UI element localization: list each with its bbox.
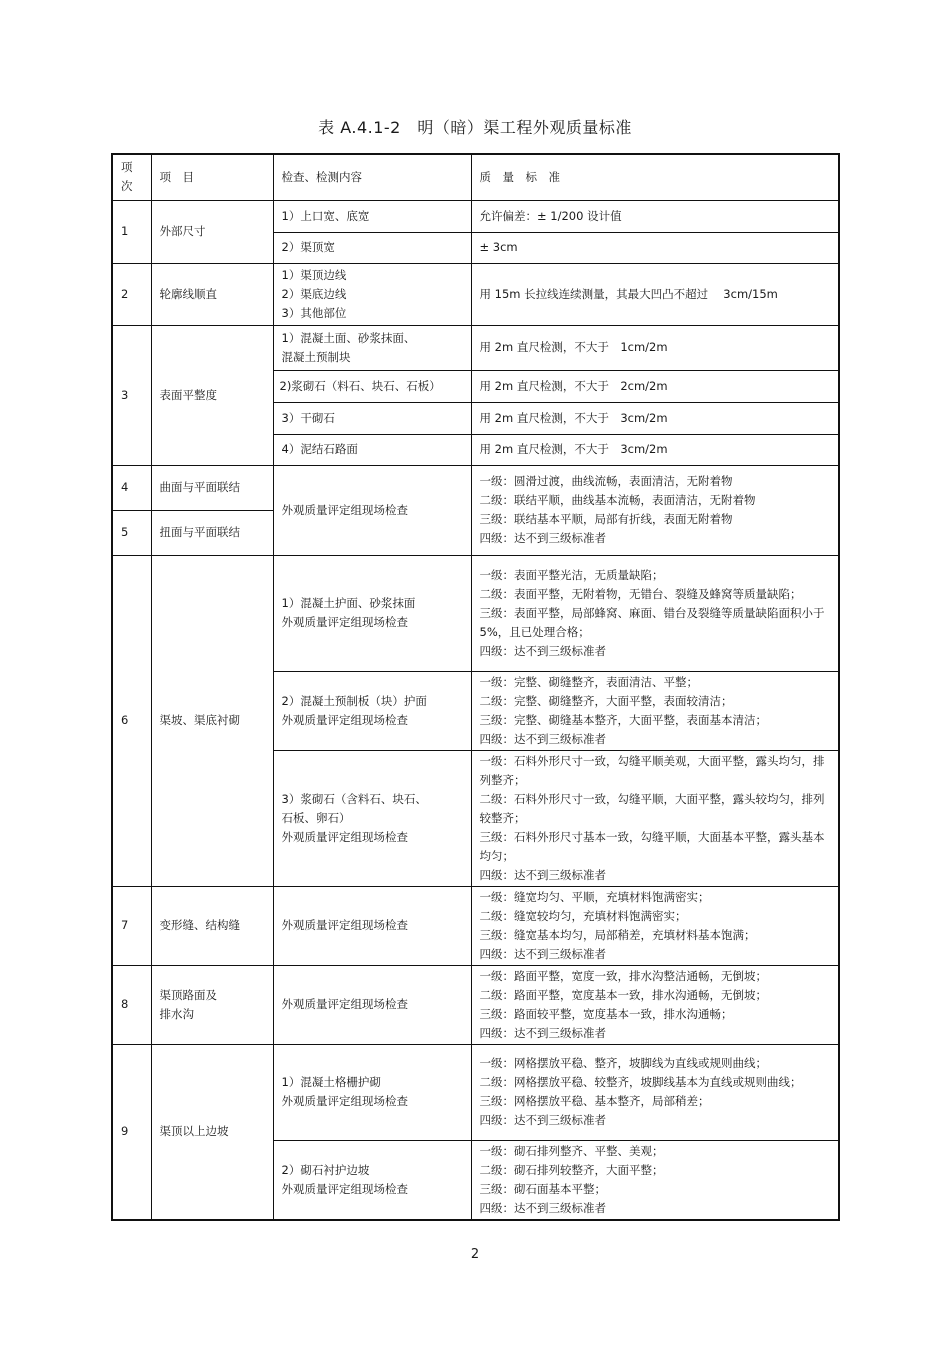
check-content: 外观质量评定组现场检查 bbox=[273, 465, 471, 555]
check-content: 2)浆砌石（料石、块石、石板） bbox=[273, 370, 471, 402]
quality-standard: 一级：砌石排列整齐、平整、美观； 二级：砌石排列较整齐，大面平整； 三级：砌石面基本平整； 四级：达不到三级标准者 bbox=[471, 1140, 839, 1220]
quality-standard: 一级：路面平整，宽度一致，排水沟整洁通畅，无倒坡； 二级：路面平整，宽度基本一致，排水沟通畅，无倒坡； 三级：路面较平整，宽度基本一致，排水沟通畅； 四级：达不到三级标准者 bbox=[471, 965, 839, 1044]
header-standard: 质 量 标 准 bbox=[471, 154, 839, 200]
table-row bbox=[112, 965, 839, 1044]
quality-standard: 一级：表面平整光洁，无质量缺陷； 二级：表面平整，无附着物，无错台、裂缝及蜂窝等质量缺陷； 三级：表面平整，局部蜂窝、麻面、错台及裂缝等质量缺陷面积小于 5%，且已处理合格； 四级：达不到三级标准者 bbox=[471, 555, 839, 671]
table-row bbox=[112, 555, 839, 671]
row-number: 5 bbox=[112, 510, 151, 555]
row-number: 2 bbox=[112, 263, 151, 325]
table-row bbox=[112, 1044, 839, 1140]
row-item: 轮廓线顺直 bbox=[151, 263, 273, 325]
table-header-row bbox=[112, 154, 839, 200]
quality-standard-table bbox=[111, 153, 840, 1221]
check-content: 2）砌石衬护边坡 外观质量评定组现场检查 bbox=[273, 1140, 471, 1220]
quality-standard: 用 15m 长拉线连续测量，其最大凹凸不超过 3cm/15m bbox=[471, 263, 839, 325]
check-content: 1）混凝土护面、砂浆抹面 外观质量评定组现场检查 bbox=[273, 555, 471, 671]
header-content: 检查、检测内容 bbox=[273, 154, 471, 200]
check-content: 2）混凝土预制板（块）护面 外观质量评定组现场检查 bbox=[273, 671, 471, 750]
row-item: 渠坡、渠底衬砌 bbox=[151, 555, 273, 886]
row-number: 4 bbox=[112, 465, 151, 510]
quality-standard: 用 2m 直尺检测，不大于 3cm/2m bbox=[471, 402, 839, 434]
row-number: 6 bbox=[112, 555, 151, 886]
row-number: 8 bbox=[112, 965, 151, 1044]
table-row bbox=[112, 886, 839, 965]
quality-standard: 一级：网格摆放平稳、整齐，坡脚线为直线或规则曲线； 二级：网格摆放平稳、较整齐，坡脚线基本为直线或规则曲线； 三级：网格摆放平稳、基本整齐，局部稍差； 四级：达不到三级标准者 bbox=[471, 1044, 839, 1140]
check-content: 外观质量评定组现场检查 bbox=[273, 965, 471, 1044]
quality-standard: 一级：缝宽均匀、平顺，充填材料饱满密实； 二级：缝宽较均匀，充填材料饱满密实； 三级：缝宽基本均匀，局部稍差，充填材料基本饱满； 四级：达不到三级标准者 bbox=[471, 886, 839, 965]
check-content: 1）渠顶边线 2）渠底边线 3）其他部位 bbox=[273, 263, 471, 325]
page-number: 2 bbox=[470, 1247, 480, 1262]
quality-standard: 用 2m 直尺检测，不大于 3cm/2m bbox=[471, 434, 839, 465]
table-row bbox=[112, 325, 839, 370]
quality-standard: ± 3cm bbox=[471, 232, 839, 263]
row-number: 3 bbox=[112, 325, 151, 465]
quality-standard: 一级：圆滑过渡，曲线流畅，表面清洁，无附着物 二级：联结平顺，曲线基本流畅，表面清洁，无附着物 三级：联结基本平顺，局部有折线，表面无附着物 四级：达不到三级标准者 bbox=[471, 465, 839, 555]
quality-standard: 一级：石料外形尺寸一致，勾缝平顺美观，大面平整，露头均匀，排列整齐； 二级：石料外形尺寸一致，勾缝平顺，大面平整，露头较均匀，排列较整齐； 三级：石料外形尺寸基本一致，勾缝平顺，大面基本平整，露头基本均匀； 四级：达不到三级标准者 bbox=[471, 750, 839, 886]
check-content: 外观质量评定组现场检查 bbox=[273, 886, 471, 965]
check-content: 4）泥结石路面 bbox=[273, 434, 471, 465]
check-content: 3）浆砌石（含料石、块石、 石板、卵石） 外观质量评定组现场检查 bbox=[273, 750, 471, 886]
row-number: 1 bbox=[112, 200, 151, 263]
quality-standard: 用 2m 直尺检测，不大于 2cm/2m bbox=[471, 370, 839, 402]
table-row bbox=[112, 200, 839, 232]
row-item: 表面平整度 bbox=[151, 325, 273, 465]
quality-standard: 允许偏差：± 1/200 设计值 bbox=[471, 200, 839, 232]
table-row bbox=[112, 465, 839, 510]
row-item: 渠顶以上边坡 bbox=[151, 1044, 273, 1220]
row-number: 7 bbox=[112, 886, 151, 965]
header-no: 项 次 bbox=[112, 154, 151, 200]
check-content: 1）混凝土面、砂浆抹面、 混凝土预制块 bbox=[273, 325, 471, 370]
row-item: 外部尺寸 bbox=[151, 200, 273, 263]
table-title: 表 A.4.1-2 明（暗）渠工程外观质量标准 bbox=[318, 118, 632, 137]
check-content: 1）上口宽、底宽 bbox=[273, 200, 471, 232]
row-item: 变形缝、结构缝 bbox=[151, 886, 273, 965]
row-item: 渠顶路面及 排水沟 bbox=[151, 965, 273, 1044]
row-item: 扭面与平面联结 bbox=[151, 510, 273, 555]
row-number: 9 bbox=[112, 1044, 151, 1220]
quality-standard: 一级：完整、砌缝整齐，表面清洁、平整； 二级：完整、砌缝整齐，大面平整，表面较清洁； 三级：完整、砌缝基本整齐，大面平整，表面基本清洁； 四级：达不到三级标准者 bbox=[471, 671, 839, 750]
header-item: 项 目 bbox=[151, 154, 273, 200]
check-content: 2）渠顶宽 bbox=[273, 232, 471, 263]
row-item: 曲面与平面联结 bbox=[151, 465, 273, 510]
check-content: 3）干砌石 bbox=[273, 402, 471, 434]
check-content: 1）混凝土格栅护砌 外观质量评定组现场检查 bbox=[273, 1044, 471, 1140]
quality-standard: 用 2m 直尺检测，不大于 1cm/2m bbox=[471, 325, 839, 370]
table-row bbox=[112, 263, 839, 325]
